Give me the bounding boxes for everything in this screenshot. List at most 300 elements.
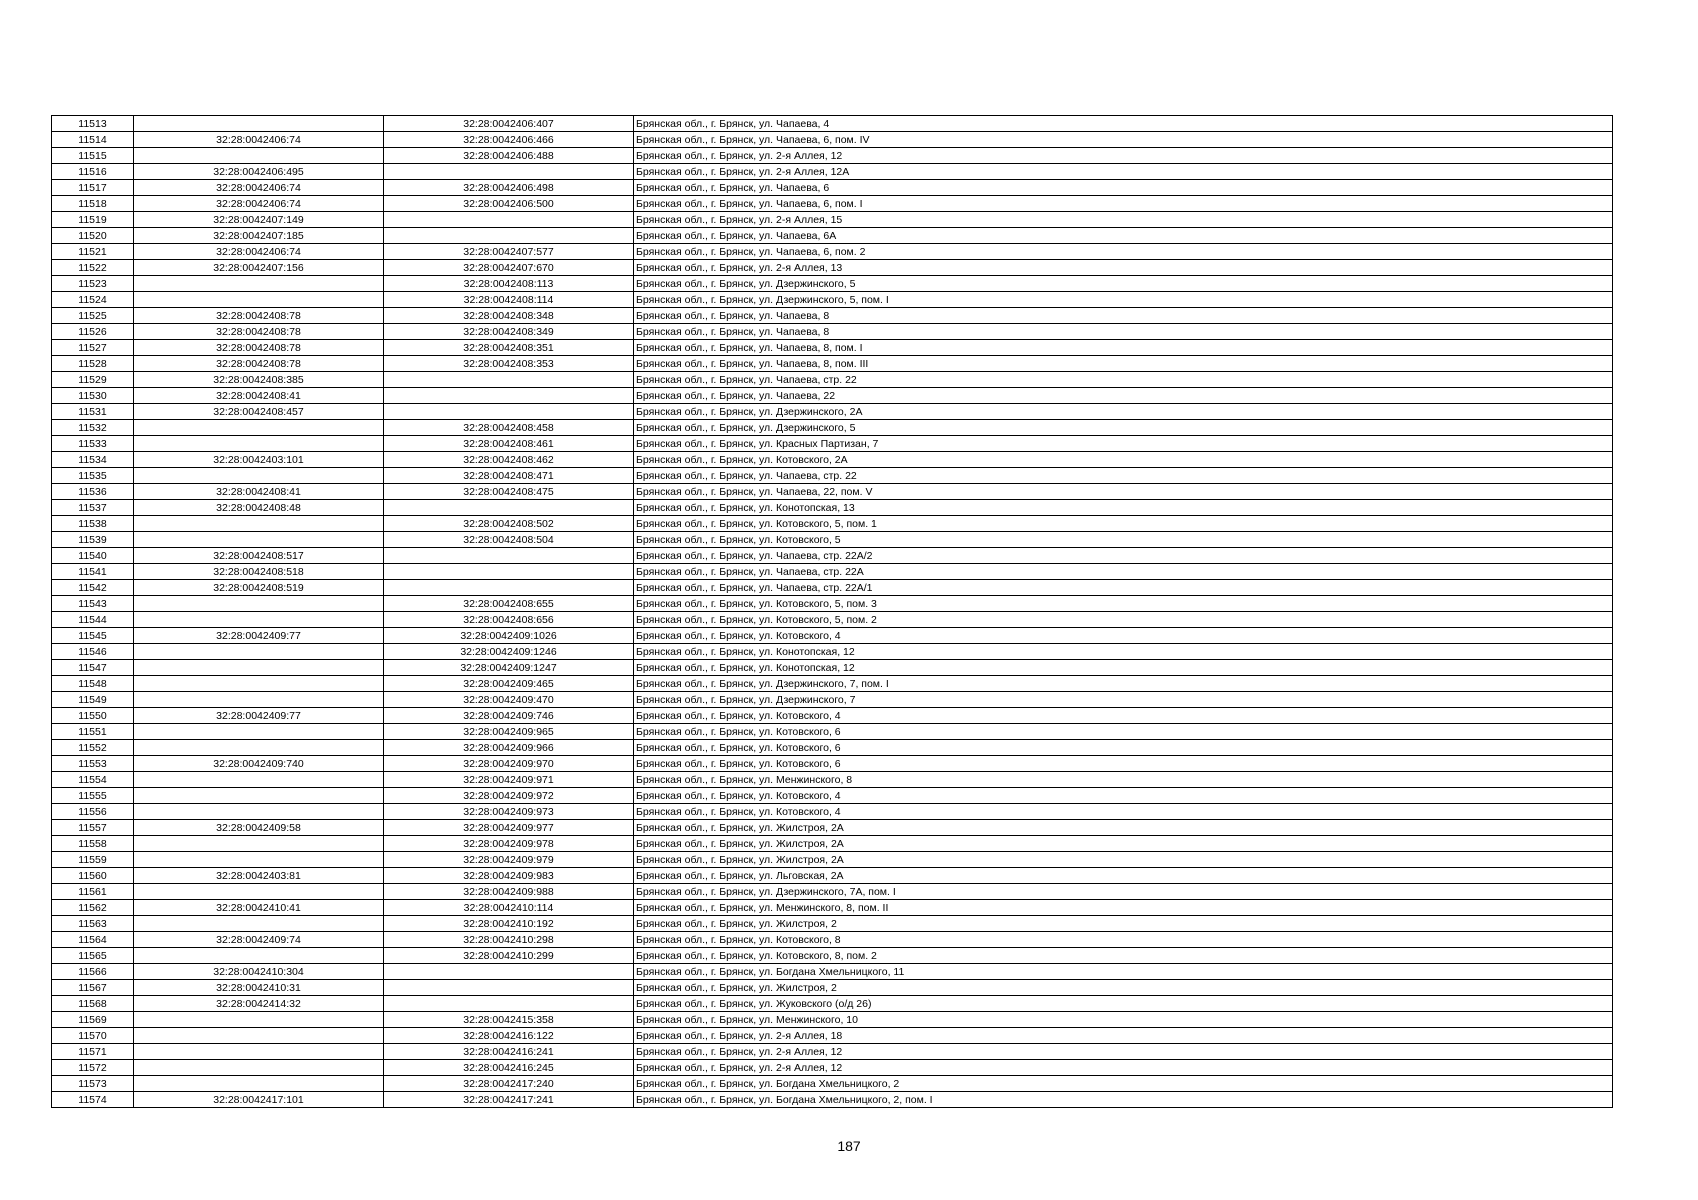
row-number-cell: 11535: [52, 468, 134, 484]
land-cadastral-number-cell: 32:28:0042408:78: [134, 356, 384, 372]
land-cadastral-number-cell: [134, 804, 384, 820]
address-cell: Брянская обл., г. Брянск, ул. 2-я Аллея, 13: [634, 260, 1613, 276]
building-cadastral-number-cell: [384, 404, 634, 420]
address-cell: Брянская обл., г. Брянск, ул. Котовского, 5, пом. 3: [634, 596, 1613, 612]
row-number-cell: 11541: [52, 564, 134, 580]
table-row: [52, 484, 1613, 500]
row-number-cell: 11525: [52, 308, 134, 324]
row-number-cell: 11538: [52, 516, 134, 532]
address-cell: Брянская обл., г. Брянск, ул. Чапаева, 8, пом. III: [634, 356, 1613, 372]
row-number-cell: 11570: [52, 1028, 134, 1044]
address-cell: Брянская обл., г. Брянск, ул. Котовского, 2А: [634, 452, 1613, 468]
land-cadastral-number-cell: [134, 596, 384, 612]
row-number-cell: 11536: [52, 484, 134, 500]
land-cadastral-number-cell: [134, 916, 384, 932]
building-cadastral-number-cell: 32:28:0042410:298: [384, 932, 634, 948]
building-cadastral-number-cell: 32:28:0042406:500: [384, 196, 634, 212]
table-row: [52, 948, 1613, 964]
address-cell: Брянская обл., г. Брянск, ул. Богдана Хмельницкого, 2: [634, 1076, 1613, 1092]
land-cadastral-number-cell: 32:28:0042403:81: [134, 868, 384, 884]
land-cadastral-number-cell: 32:28:0042406:74: [134, 244, 384, 260]
address-cell: Брянская обл., г. Брянск, ул. Чапаева, 8, пом. I: [634, 340, 1613, 356]
row-number-cell: 11530: [52, 388, 134, 404]
row-number-cell: 11566: [52, 964, 134, 980]
address-cell: Брянская обл., г. Брянск, ул. Чапаева, 6, пом. I: [634, 196, 1613, 212]
land-cadastral-number-cell: 32:28:0042417:101: [134, 1092, 384, 1108]
address-cell: Брянская обл., г. Брянск, ул. Дзержинского, 5, пом. I: [634, 292, 1613, 308]
row-number-cell: 11561: [52, 884, 134, 900]
address-cell: Брянская обл., г. Брянск, ул. Чапаева, 22, пом. V: [634, 484, 1613, 500]
building-cadastral-number-cell: 32:28:0042408:349: [384, 324, 634, 340]
table-row: [52, 180, 1613, 196]
address-cell: Брянская обл., г. Брянск, ул. Чапаева, 22: [634, 388, 1613, 404]
building-cadastral-number-cell: 32:28:0042409:977: [384, 820, 634, 836]
address-cell: Брянская обл., г. Брянск, ул. Конотопская, 12: [634, 660, 1613, 676]
page-number: 187: [837, 1138, 861, 1154]
row-number-cell: 11517: [52, 180, 134, 196]
row-number-cell: 11520: [52, 228, 134, 244]
land-cadastral-number-cell: [134, 292, 384, 308]
land-cadastral-number-cell: 32:28:0042406:74: [134, 196, 384, 212]
land-cadastral-number-cell: [134, 836, 384, 852]
row-number-cell: 11565: [52, 948, 134, 964]
building-cadastral-number-cell: 32:28:0042408:353: [384, 356, 634, 372]
table-body: [52, 116, 1613, 1108]
land-cadastral-number-cell: [134, 276, 384, 292]
address-cell: Брянская обл., г. Брянск, ул. Конотопская, 12: [634, 644, 1613, 660]
row-number-cell: 11524: [52, 292, 134, 308]
row-number-cell: 11563: [52, 916, 134, 932]
row-number-cell: 11549: [52, 692, 134, 708]
land-cadastral-number-cell: 32:28:0042408:457: [134, 404, 384, 420]
building-cadastral-number-cell: [384, 996, 634, 1012]
table-row: [52, 868, 1613, 884]
land-cadastral-number-cell: 32:28:0042407:156: [134, 260, 384, 276]
table-row: [52, 1076, 1613, 1092]
row-number-cell: 11521: [52, 244, 134, 260]
address-cell: Брянская обл., г. Брянск, ул. 2-я Аллея, 12А: [634, 164, 1613, 180]
land-cadastral-number-cell: 32:28:0042414:32: [134, 996, 384, 1012]
table-row: [52, 212, 1613, 228]
table-row: [52, 1092, 1613, 1108]
table-row: [52, 772, 1613, 788]
address-cell: Брянская обл., г. Брянск, ул. Дзержинского, 2А: [634, 404, 1613, 420]
building-cadastral-number-cell: [384, 164, 634, 180]
row-number-cell: 11573: [52, 1076, 134, 1092]
building-cadastral-number-cell: 32:28:0042408:114: [384, 292, 634, 308]
table-row: [52, 980, 1613, 996]
row-number-cell: 11545: [52, 628, 134, 644]
address-cell: Брянская обл., г. Брянск, ул. 2-я Аллея, 12: [634, 1044, 1613, 1060]
row-number-cell: 11571: [52, 1044, 134, 1060]
building-cadastral-number-cell: 32:28:0042409:965: [384, 724, 634, 740]
land-cadastral-number-cell: [134, 516, 384, 532]
row-number-cell: 11557: [52, 820, 134, 836]
building-cadastral-number-cell: 32:28:0042409:746: [384, 708, 634, 724]
row-number-cell: 11550: [52, 708, 134, 724]
land-cadastral-number-cell: [134, 724, 384, 740]
building-cadastral-number-cell: [384, 500, 634, 516]
land-cadastral-number-cell: [134, 1060, 384, 1076]
land-cadastral-number-cell: 32:28:0042407:149: [134, 212, 384, 228]
land-cadastral-number-cell: [134, 692, 384, 708]
land-cadastral-number-cell: [134, 660, 384, 676]
address-cell: Брянская обл., г. Брянск, ул. Котовского, 6: [634, 756, 1613, 772]
row-number-cell: 11531: [52, 404, 134, 420]
address-cell: Брянская обл., г. Брянск, ул. Чапаева, стр. 22А: [634, 564, 1613, 580]
address-cell: Брянская обл., г. Брянск, ул. Чапаева, 8: [634, 324, 1613, 340]
address-cell: Брянская обл., г. Брянск, ул. Котовского, 8, пом. 2: [634, 948, 1613, 964]
address-cell: Брянская обл., г. Брянск, ул. Чапаева, 6: [634, 180, 1613, 196]
building-cadastral-number-cell: 32:28:0042406:466: [384, 132, 634, 148]
address-cell: Брянская обл., г. Брянск, ул. 2-я Аллея, 12: [634, 148, 1613, 164]
address-cell: Брянская обл., г. Брянск, ул. Богдана Хмельницкого, 11: [634, 964, 1613, 980]
table-row: [52, 548, 1613, 564]
land-cadastral-number-cell: 32:28:0042408:78: [134, 308, 384, 324]
table-row: [52, 500, 1613, 516]
table-row: [52, 1012, 1613, 1028]
table-row: [52, 292, 1613, 308]
address-cell: Брянская обл., г. Брянск, ул. Чапаева, 4: [634, 116, 1613, 132]
table-row: [52, 196, 1613, 212]
land-cadastral-number-cell: 32:28:0042408:517: [134, 548, 384, 564]
row-number-cell: 11522: [52, 260, 134, 276]
land-cadastral-number-cell: [134, 1028, 384, 1044]
row-number-cell: 11543: [52, 596, 134, 612]
building-cadastral-number-cell: 32:28:0042417:240: [384, 1076, 634, 1092]
building-cadastral-number-cell: 32:28:0042408:462: [384, 452, 634, 468]
building-cadastral-number-cell: 32:28:0042408:504: [384, 532, 634, 548]
row-number-cell: 11555: [52, 788, 134, 804]
row-number-cell: 11529: [52, 372, 134, 388]
land-cadastral-number-cell: [134, 852, 384, 868]
land-cadastral-number-cell: 32:28:0042410:31: [134, 980, 384, 996]
address-cell: Брянская обл., г. Брянск, ул. 2-я Аллея, 15: [634, 212, 1613, 228]
building-cadastral-number-cell: [384, 580, 634, 596]
table-row: [52, 340, 1613, 356]
address-cell: Брянская обл., г. Брянск, ул. Богдана Хмельницкого, 2, пом. I: [634, 1092, 1613, 1108]
table-row: [52, 468, 1613, 484]
land-cadastral-number-cell: [134, 1044, 384, 1060]
land-cadastral-number-cell: 32:28:0042406:495: [134, 164, 384, 180]
building-cadastral-number-cell: [384, 228, 634, 244]
building-cadastral-number-cell: 32:28:0042415:358: [384, 1012, 634, 1028]
land-cadastral-number-cell: 32:28:0042408:519: [134, 580, 384, 596]
row-number-cell: 11564: [52, 932, 134, 948]
address-cell: Брянская обл., г. Брянск, ул. Дзержинского, 5: [634, 420, 1613, 436]
row-number-cell: 11515: [52, 148, 134, 164]
address-cell: Брянская обл., г. Брянск, ул. Менжинского, 8, пом. II: [634, 900, 1613, 916]
table-row: [52, 420, 1613, 436]
building-cadastral-number-cell: 32:28:0042416:122: [384, 1028, 634, 1044]
building-cadastral-number-cell: 32:28:0042406:407: [384, 116, 634, 132]
address-cell: Брянская обл., г. Брянск, ул. Котовского, 4: [634, 788, 1613, 804]
row-number-cell: 11523: [52, 276, 134, 292]
table-row: [52, 372, 1613, 388]
row-number-cell: 11540: [52, 548, 134, 564]
address-cell: Брянская обл., г. Брянск, ул. Менжинского, 10: [634, 1012, 1613, 1028]
building-cadastral-number-cell: 32:28:0042409:966: [384, 740, 634, 756]
row-number-cell: 11559: [52, 852, 134, 868]
row-number-cell: 11556: [52, 804, 134, 820]
table-row: [52, 308, 1613, 324]
land-cadastral-number-cell: [134, 1012, 384, 1028]
row-number-cell: 11534: [52, 452, 134, 468]
registry-table: [51, 115, 1613, 1108]
row-number-cell: 11547: [52, 660, 134, 676]
table-row: [52, 1028, 1613, 1044]
row-number-cell: 11537: [52, 500, 134, 516]
row-number-cell: 11519: [52, 212, 134, 228]
building-cadastral-number-cell: [384, 548, 634, 564]
building-cadastral-number-cell: 32:28:0042409:978: [384, 836, 634, 852]
building-cadastral-number-cell: 32:28:0042409:1246: [384, 644, 634, 660]
building-cadastral-number-cell: 32:28:0042409:970: [384, 756, 634, 772]
address-cell: Брянская обл., г. Брянск, ул. Чапаева, стр. 22А/1: [634, 580, 1613, 596]
table-row: [52, 436, 1613, 452]
land-cadastral-number-cell: [134, 644, 384, 660]
building-cadastral-number-cell: [384, 980, 634, 996]
table-row: [52, 852, 1613, 868]
address-cell: Брянская обл., г. Брянск, ул. Котовского, 4: [634, 628, 1613, 644]
table-row: [52, 740, 1613, 756]
table-row: [52, 692, 1613, 708]
land-cadastral-number-cell: [134, 612, 384, 628]
row-number-cell: 11554: [52, 772, 134, 788]
table-row: [52, 276, 1613, 292]
table-row: [52, 788, 1613, 804]
land-cadastral-number-cell: [134, 884, 384, 900]
row-number-cell: 11539: [52, 532, 134, 548]
table-row: [52, 132, 1613, 148]
address-cell: Брянская обл., г. Брянск, ул. Чапаева, 6, пом. IV: [634, 132, 1613, 148]
table-row: [52, 228, 1613, 244]
land-cadastral-number-cell: 32:28:0042409:77: [134, 708, 384, 724]
row-number-cell: 11551: [52, 724, 134, 740]
land-cadastral-number-cell: [134, 1076, 384, 1092]
building-cadastral-number-cell: 32:28:0042417:241: [384, 1092, 634, 1108]
building-cadastral-number-cell: [384, 372, 634, 388]
table-row: [52, 660, 1613, 676]
land-cadastral-number-cell: [134, 436, 384, 452]
table-row: [52, 356, 1613, 372]
row-number-cell: 11569: [52, 1012, 134, 1028]
table-row: [52, 532, 1613, 548]
row-number-cell: 11532: [52, 420, 134, 436]
land-cadastral-number-cell: [134, 676, 384, 692]
row-number-cell: 11552: [52, 740, 134, 756]
row-number-cell: 11553: [52, 756, 134, 772]
table-row: [52, 644, 1613, 660]
land-cadastral-number-cell: [134, 788, 384, 804]
table-row: [52, 996, 1613, 1012]
address-cell: Брянская обл., г. Брянск, ул. Котовского, 6: [634, 724, 1613, 740]
table-row: [52, 564, 1613, 580]
land-cadastral-number-cell: 32:28:0042408:518: [134, 564, 384, 580]
building-cadastral-number-cell: [384, 564, 634, 580]
building-cadastral-number-cell: 32:28:0042408:475: [384, 484, 634, 500]
row-number-cell: 11518: [52, 196, 134, 212]
row-number-cell: 11542: [52, 580, 134, 596]
address-cell: Брянская обл., г. Брянск, ул. 2-я Аллея, 12: [634, 1060, 1613, 1076]
building-cadastral-number-cell: 32:28:0042409:983: [384, 868, 634, 884]
land-cadastral-number-cell: [134, 116, 384, 132]
land-cadastral-number-cell: 32:28:0042410:304: [134, 964, 384, 980]
table-row: [52, 388, 1613, 404]
address-cell: Брянская обл., г. Брянск, ул. Жуковского (о/д 26): [634, 996, 1613, 1012]
row-number-cell: 11574: [52, 1092, 134, 1108]
row-number-cell: 11548: [52, 676, 134, 692]
table-row: [52, 820, 1613, 836]
table-row: [52, 932, 1613, 948]
address-cell: Брянская обл., г. Брянск, ул. Чапаева, 6А: [634, 228, 1613, 244]
table-row: [52, 324, 1613, 340]
building-cadastral-number-cell: 32:28:0042408:655: [384, 596, 634, 612]
table-row: [52, 452, 1613, 468]
address-cell: Брянская обл., г. Брянск, ул. Жилстроя, 2: [634, 980, 1613, 996]
address-cell: Брянская обл., г. Брянск, ул. Жилстроя, 2А: [634, 836, 1613, 852]
land-cadastral-number-cell: 32:28:0042407:185: [134, 228, 384, 244]
address-cell: Брянская обл., г. Брянск, ул. Красных Партизан, 7: [634, 436, 1613, 452]
building-cadastral-number-cell: [384, 388, 634, 404]
row-number-cell: 11513: [52, 116, 134, 132]
address-cell: Брянская обл., г. Брянск, ул. Дзержинского, 7, пом. I: [634, 676, 1613, 692]
land-cadastral-number-cell: 32:28:0042408:78: [134, 340, 384, 356]
row-number-cell: 11560: [52, 868, 134, 884]
land-cadastral-number-cell: 32:28:0042408:385: [134, 372, 384, 388]
building-cadastral-number-cell: 32:28:0042408:351: [384, 340, 634, 356]
address-cell: Брянская обл., г. Брянск, ул. Конотопская, 13: [634, 500, 1613, 516]
table-row: [52, 148, 1613, 164]
address-cell: Брянская обл., г. Брянск, ул. Котовского, 6: [634, 740, 1613, 756]
address-cell: Брянская обл., г. Брянск, ул. Дзержинского, 7А, пом. I: [634, 884, 1613, 900]
row-number-cell: 11544: [52, 612, 134, 628]
address-cell: Брянская обл., г. Брянск, ул. Жилстроя, 2А: [634, 852, 1613, 868]
address-cell: Брянская обл., г. Брянск, ул. 2-я Аллея, 18: [634, 1028, 1613, 1044]
building-cadastral-number-cell: 32:28:0042409:973: [384, 804, 634, 820]
table-row: [52, 1044, 1613, 1060]
table-row: [52, 836, 1613, 852]
land-cadastral-number-cell: 32:28:0042408:41: [134, 388, 384, 404]
table-row: [52, 404, 1613, 420]
land-cadastral-number-cell: [134, 148, 384, 164]
land-cadastral-number-cell: [134, 532, 384, 548]
building-cadastral-number-cell: 32:28:0042409:1247: [384, 660, 634, 676]
address-cell: Брянская обл., г. Брянск, ул. Дзержинского, 7: [634, 692, 1613, 708]
table-row: [52, 964, 1613, 980]
building-cadastral-number-cell: 32:28:0042406:498: [384, 180, 634, 196]
land-cadastral-number-cell: 32:28:0042406:74: [134, 180, 384, 196]
table-row: [52, 580, 1613, 596]
table-row: [52, 1060, 1613, 1076]
land-cadastral-number-cell: [134, 772, 384, 788]
building-cadastral-number-cell: [384, 212, 634, 228]
building-cadastral-number-cell: 32:28:0042409:988: [384, 884, 634, 900]
address-cell: Брянская обл., г. Брянск, ул. Котовского, 5: [634, 532, 1613, 548]
table-row: [52, 260, 1613, 276]
land-cadastral-number-cell: 32:28:0042409:74: [134, 932, 384, 948]
land-cadastral-number-cell: 32:28:0042409:58: [134, 820, 384, 836]
land-cadastral-number-cell: 32:28:0042408:48: [134, 500, 384, 516]
land-cadastral-number-cell: 32:28:0042408:78: [134, 324, 384, 340]
address-cell: Брянская обл., г. Брянск, ул. Котовского, 4: [634, 804, 1613, 820]
address-cell: Брянская обл., г. Брянск, ул. Чапаева, 8: [634, 308, 1613, 324]
building-cadastral-number-cell: 32:28:0042410:192: [384, 916, 634, 932]
building-cadastral-number-cell: 32:28:0042407:670: [384, 260, 634, 276]
building-cadastral-number-cell: 32:28:0042409:470: [384, 692, 634, 708]
row-number-cell: 11526: [52, 324, 134, 340]
land-cadastral-number-cell: 32:28:0042409:77: [134, 628, 384, 644]
building-cadastral-number-cell: 32:28:0042409:972: [384, 788, 634, 804]
land-cadastral-number-cell: 32:28:0042409:740: [134, 756, 384, 772]
table-row: [52, 596, 1613, 612]
building-cadastral-number-cell: 32:28:0042408:458: [384, 420, 634, 436]
building-cadastral-number-cell: 32:28:0042406:488: [384, 148, 634, 164]
land-cadastral-number-cell: 32:28:0042403:101: [134, 452, 384, 468]
address-cell: Брянская обл., г. Брянск, ул. Котовского, 5, пом. 2: [634, 612, 1613, 628]
address-cell: Брянская обл., г. Брянск, ул. Чапаева, стр. 22А/2: [634, 548, 1613, 564]
building-cadastral-number-cell: 32:28:0042409:979: [384, 852, 634, 868]
address-cell: Брянская обл., г. Брянск, ул. Менжинского, 8: [634, 772, 1613, 788]
address-cell: Брянская обл., г. Брянск, ул. Дзержинского, 5: [634, 276, 1613, 292]
row-number-cell: 11546: [52, 644, 134, 660]
row-number-cell: 11514: [52, 132, 134, 148]
row-number-cell: 11516: [52, 164, 134, 180]
building-cadastral-number-cell: [384, 964, 634, 980]
table-row: [52, 516, 1613, 532]
table-row: [52, 804, 1613, 820]
row-number-cell: 11558: [52, 836, 134, 852]
address-cell: Брянская обл., г. Брянск, ул. Котовского, 8: [634, 932, 1613, 948]
table-row: [52, 676, 1613, 692]
table-row: [52, 900, 1613, 916]
building-cadastral-number-cell: 32:28:0042407:577: [384, 244, 634, 260]
land-cadastral-number-cell: 32:28:0042410:41: [134, 900, 384, 916]
row-number-cell: 11528: [52, 356, 134, 372]
address-cell: Брянская обл., г. Брянск, ул. Чапаева, стр. 22: [634, 468, 1613, 484]
table-row: [52, 708, 1613, 724]
row-number-cell: 11527: [52, 340, 134, 356]
row-number-cell: 11533: [52, 436, 134, 452]
land-cadastral-number-cell: [134, 948, 384, 964]
address-cell: Брянская обл., г. Брянск, ул. Жилстроя, 2: [634, 916, 1613, 932]
table-row: [52, 756, 1613, 772]
land-cadastral-number-cell: [134, 740, 384, 756]
table-row: [52, 628, 1613, 644]
building-cadastral-number-cell: 32:28:0042409:1026: [384, 628, 634, 644]
building-cadastral-number-cell: 32:28:0042409:971: [384, 772, 634, 788]
building-cadastral-number-cell: 32:28:0042409:465: [384, 676, 634, 692]
row-number-cell: 11572: [52, 1060, 134, 1076]
row-number-cell: 11562: [52, 900, 134, 916]
building-cadastral-number-cell: 32:28:0042408:461: [384, 436, 634, 452]
building-cadastral-number-cell: 32:28:0042408:656: [384, 612, 634, 628]
building-cadastral-number-cell: 32:28:0042416:245: [384, 1060, 634, 1076]
land-cadastral-number-cell: 32:28:0042408:41: [134, 484, 384, 500]
building-cadastral-number-cell: 32:28:0042410:114: [384, 900, 634, 916]
land-cadastral-number-cell: [134, 468, 384, 484]
table-row: [52, 884, 1613, 900]
building-cadastral-number-cell: 32:28:0042408:471: [384, 468, 634, 484]
land-cadastral-number-cell: 32:28:0042406:74: [134, 132, 384, 148]
address-cell: Брянская обл., г. Брянск, ул. Чапаева, 6, пом. 2: [634, 244, 1613, 260]
building-cadastral-number-cell: 32:28:0042410:299: [384, 948, 634, 964]
building-cadastral-number-cell: 32:28:0042408:348: [384, 308, 634, 324]
row-number-cell: 11567: [52, 980, 134, 996]
address-cell: Брянская обл., г. Брянск, ул. Жилстроя, 2А: [634, 820, 1613, 836]
address-cell: Брянская обл., г. Брянск, ул. Котовского, 5, пом. 1: [634, 516, 1613, 532]
building-cadastral-number-cell: 32:28:0042408:502: [384, 516, 634, 532]
